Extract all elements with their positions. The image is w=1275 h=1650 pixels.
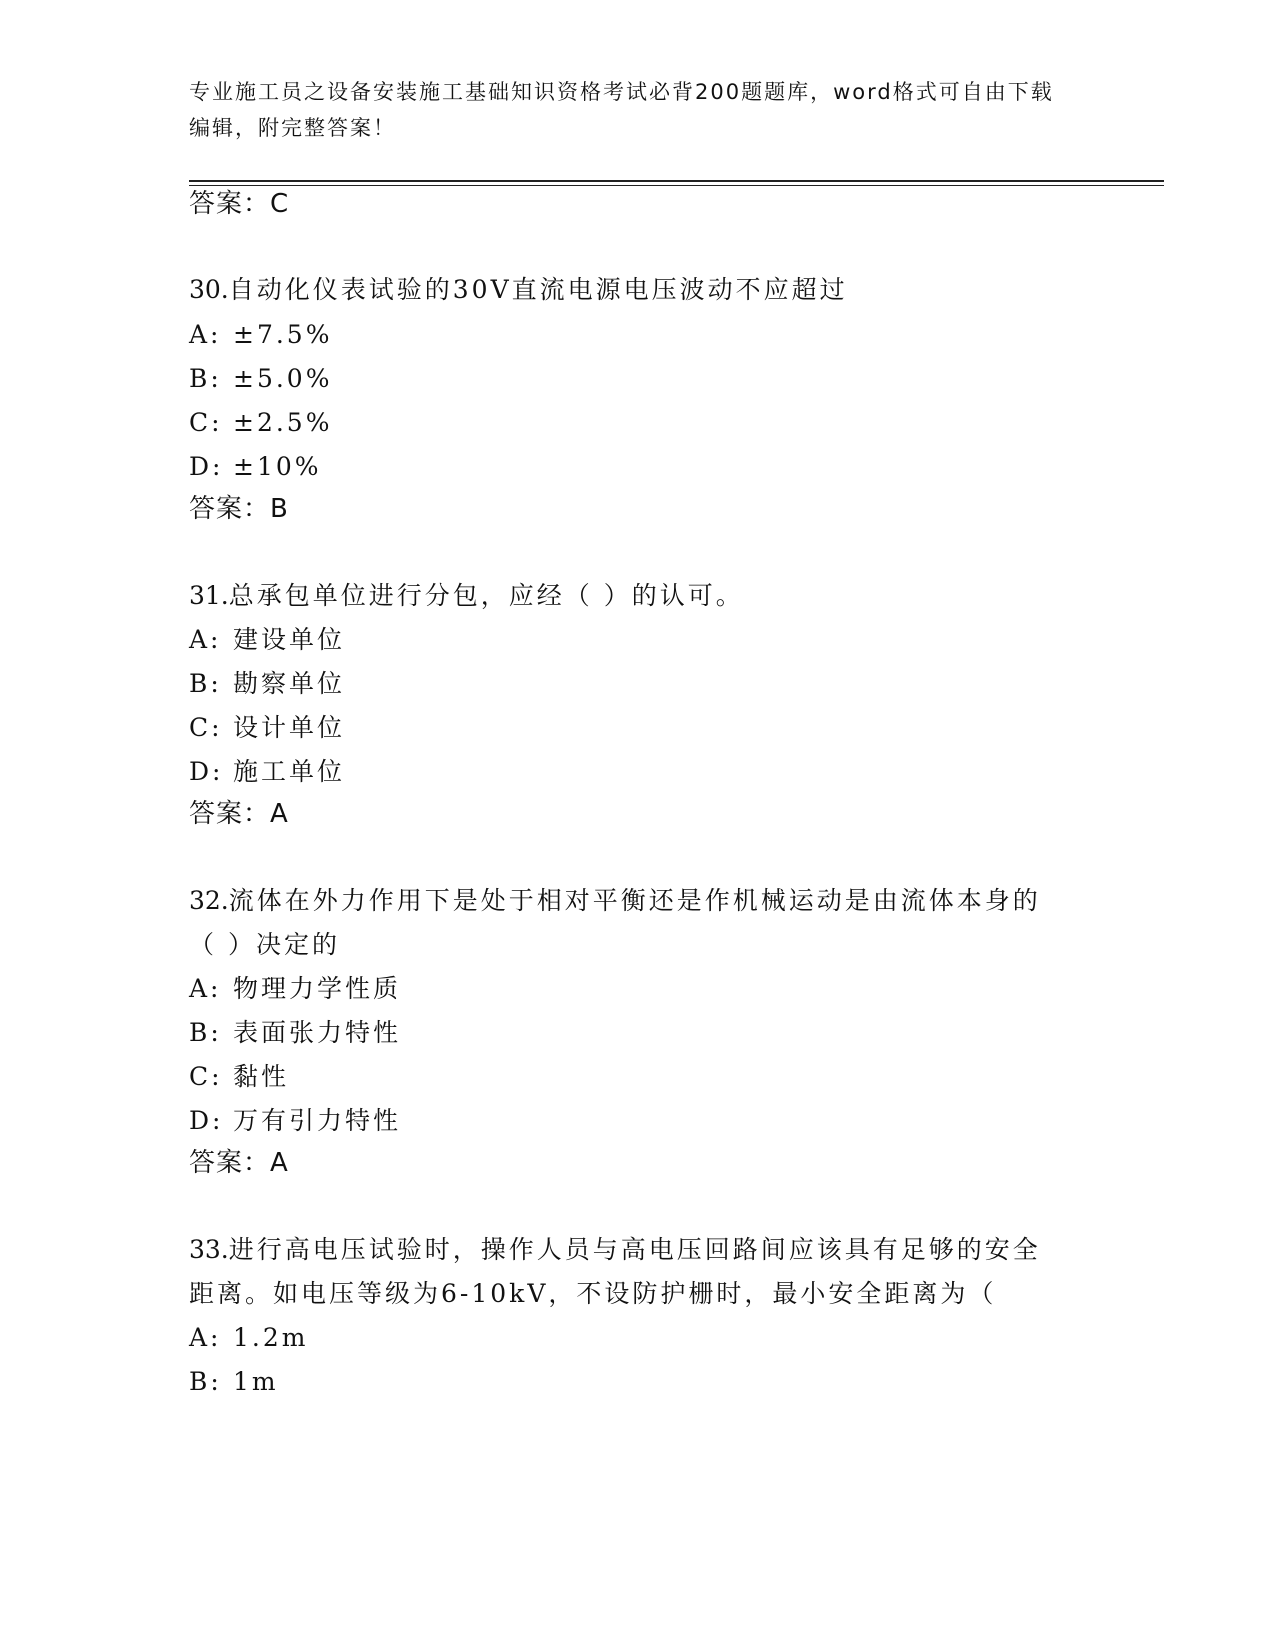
question-31-option-a xyxy=(189,624,345,656)
option-text: 勘察单位 xyxy=(233,669,346,698)
option-label: D: xyxy=(189,452,224,481)
option-text: 1.2m xyxy=(233,1323,309,1352)
option-text: 施工单位 xyxy=(233,757,346,786)
question-33-option-a xyxy=(189,1322,308,1354)
option-text: 建设单位 xyxy=(233,625,346,654)
option-text: 万有引力特性 xyxy=(233,1106,402,1135)
question-30-option-b xyxy=(189,363,332,395)
question-32-option-d xyxy=(189,1105,401,1137)
question-number: 32. xyxy=(189,886,229,915)
option-text: ±10% xyxy=(233,452,322,481)
option-label: A: xyxy=(189,625,222,654)
question-30-stem xyxy=(189,274,848,306)
question-32-option-b xyxy=(189,1017,401,1049)
option-text: ±2.5% xyxy=(233,408,333,437)
question-stem-line: 自动化仪表试验的30V直流电源电压波动不应超过 xyxy=(228,275,848,304)
question-stem-line: 总承包单位进行分包，应经（ ）的认可。 xyxy=(228,581,744,610)
question-31-option-c xyxy=(189,712,345,744)
question-30-option-d xyxy=(189,451,322,483)
option-text: 物理力学性质 xyxy=(233,974,402,1003)
option-label: A: xyxy=(189,1323,222,1352)
question-31-stem xyxy=(189,580,744,612)
question-number: 33. xyxy=(189,1235,229,1264)
question-32-stem-cont: （ ）决定的 xyxy=(189,930,340,959)
option-text: ±7.5% xyxy=(233,320,333,349)
header-divider-thin xyxy=(189,185,1164,186)
option-label: C: xyxy=(189,1062,223,1091)
document-header: 专业施工员之设备安装施工基础知识资格考试必背200题题库，word格式可自由下载编辑，附完整答案！ xyxy=(189,80,1054,140)
option-text: 黏性 xyxy=(233,1062,290,1091)
question-32-option-a xyxy=(189,973,401,1005)
question-number: 31. xyxy=(189,581,229,610)
question-32-option-c xyxy=(189,1061,289,1093)
answer-prev: 答案：C xyxy=(189,189,290,219)
option-text: 1m xyxy=(233,1367,279,1396)
option-label: B: xyxy=(189,364,222,393)
question-31-option-d xyxy=(189,756,345,788)
question-33-stem xyxy=(189,1234,1041,1266)
option-label: A: xyxy=(189,974,222,1003)
option-label: D: xyxy=(189,757,224,786)
option-label: C: xyxy=(189,408,223,437)
option-label: B: xyxy=(189,1018,222,1047)
option-label: C: xyxy=(189,713,223,742)
question-number: 30. xyxy=(189,275,229,304)
question-33-stem-cont: 距离。如电压等级为6-10kV，不设防护栅时，最小安全距离为（ xyxy=(189,1279,997,1308)
option-label: D: xyxy=(189,1106,224,1135)
option-label: B: xyxy=(189,1367,222,1396)
question-stem-line: 流体在外力作用下是处于相对平衡还是作机械运动是由流体本身的 xyxy=(228,886,1041,915)
question-33-option-b xyxy=(189,1366,279,1398)
option-text: 设计单位 xyxy=(233,713,346,742)
question-31-option-b xyxy=(189,668,345,700)
question-stem-line: 进行高电压试验时，操作人员与高电压回路间应该具有足够的安全 xyxy=(228,1235,1041,1264)
header-divider xyxy=(189,180,1164,182)
question-32-answer: 答案：A xyxy=(189,1148,289,1178)
option-label: B: xyxy=(189,669,222,698)
question-31-answer: 答案：A xyxy=(189,799,289,829)
question-32-stem xyxy=(189,885,1041,917)
option-text: 表面张力特性 xyxy=(233,1018,402,1047)
question-30-option-c xyxy=(189,407,332,439)
option-text: ±5.0% xyxy=(233,364,333,393)
option-label: A: xyxy=(189,320,222,349)
question-30-option-a xyxy=(189,319,332,351)
question-30-answer: 答案：B xyxy=(189,494,289,524)
